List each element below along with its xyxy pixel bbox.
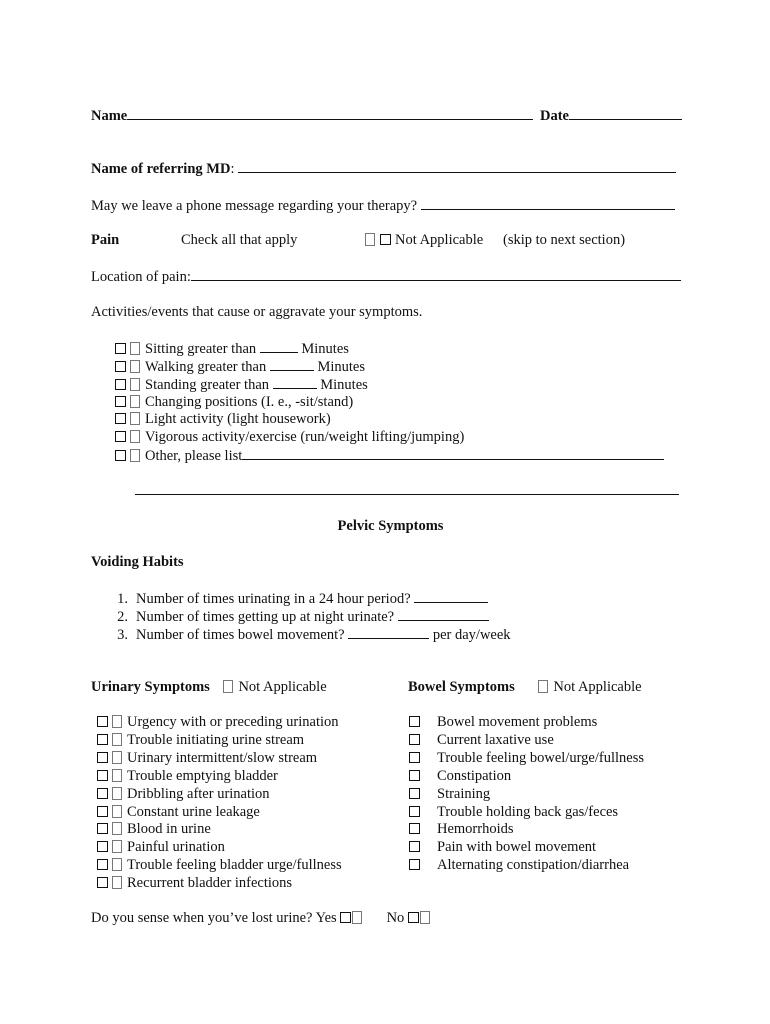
activities-prompt: Activities/events that cause or aggravate your symptoms.: [91, 304, 423, 320]
bowel-symptom-checkbox[interactable]: [409, 806, 420, 817]
lost-urine-question-row: [91, 909, 435, 927]
date-field: [540, 106, 682, 125]
bowel-symptom-checkbox[interactable]: [409, 841, 420, 852]
lost-urine-yes-checkbox[interactable]: [340, 912, 351, 923]
bowel-symptom-checkbox[interactable]: [409, 716, 420, 727]
pain-not-applicable-checkbox[interactable]: [380, 234, 391, 245]
activity-checkbox[interactable]: [115, 379, 126, 390]
bowel-symptom-item: Constipation: [409, 767, 511, 785]
voiding-question: 3. Number of times bowel movement? per day/week: [117, 627, 511, 643]
urinary-symptom-checkbox[interactable]: [97, 716, 108, 727]
pain-skip-note: (skip to next section): [503, 232, 626, 248]
bowel-symptoms-heading: Bowel Symptoms: [408, 679, 515, 695]
activity-checkbox[interactable]: [115, 431, 126, 442]
activity-checkbox[interactable]: [115, 396, 126, 407]
placeholder-glyph-icon: [420, 911, 430, 924]
bowel-symptom-checkbox[interactable]: [409, 788, 420, 799]
activity-checkbox[interactable]: [115, 361, 126, 372]
phone-message-input-line[interactable]: [421, 196, 675, 210]
activity-checkbox[interactable]: [115, 413, 126, 424]
placeholder-glyph-icon: [112, 715, 122, 728]
urinary-symptom-item: Constant urine leakage: [97, 803, 260, 821]
activity-checkbox[interactable]: [115, 343, 126, 354]
phone-message-field: [91, 196, 675, 215]
urinary-symptom-checkbox[interactable]: [97, 770, 108, 781]
bowel-symptom-item: Pain with bowel movement: [409, 838, 596, 856]
date-label: Date: [540, 108, 569, 124]
bowel-symptom-item: Bowel movement problems: [409, 713, 597, 731]
voiding-habits-heading: Voiding Habits: [91, 554, 184, 570]
name-input-line[interactable]: [127, 106, 533, 120]
standing-minutes-input-line[interactable]: [273, 375, 317, 389]
bowel-symptom-item: Alternating constipation/diarrhea: [409, 856, 629, 874]
urination-count-input-line[interactable]: [414, 589, 488, 603]
placeholder-glyph-icon: [112, 805, 122, 818]
voiding-question: 1. Number of times urinating in a 24 hour period?: [106, 589, 488, 608]
urinary-symptom-checkbox[interactable]: [97, 823, 108, 834]
pain-location-label: Location of pain:: [91, 269, 191, 285]
urinary-symptom-item: Trouble initiating urine stream: [97, 731, 304, 749]
placeholder-glyph-icon: [112, 822, 122, 835]
referring-md-input-line[interactable]: [238, 159, 676, 173]
date-input-line[interactable]: [569, 106, 682, 120]
sitting-minutes-input-line[interactable]: [260, 339, 298, 353]
pain-not-applicable: Not Applicable: [365, 231, 483, 249]
urinary-symptoms-header: Urinary Symptoms Not Applicable: [91, 679, 327, 695]
urinary-symptom-item: Urgency with or preceding urination: [97, 713, 339, 731]
placeholder-glyph-icon: [112, 751, 122, 764]
placeholder-glyph-icon: [130, 360, 140, 373]
urinary-symptom-checkbox[interactable]: [97, 841, 108, 852]
bowel-symptom-checkbox[interactable]: [409, 734, 420, 745]
bowel-not-applicable-checkbox[interactable]: [538, 680, 548, 693]
bowel-symptom-checkbox[interactable]: [409, 770, 420, 781]
referring-md-field: Name of referring MD:: [91, 159, 676, 178]
placeholder-glyph-icon: [130, 430, 140, 443]
urinary-symptoms-heading: Urinary Symptoms: [91, 679, 210, 695]
placeholder-glyph-icon: [112, 876, 122, 889]
urinary-symptom-item: Urinary intermittent/slow stream: [97, 749, 317, 767]
lost-urine-no-checkbox[interactable]: [408, 912, 419, 923]
name-label: Name: [91, 108, 128, 124]
placeholder-glyph-icon: [365, 233, 375, 246]
bowel-movement-count-input-line[interactable]: [348, 625, 429, 639]
other-activity-input-line[interactable]: [242, 446, 664, 460]
placeholder-glyph-icon: [112, 787, 122, 800]
other-activity-continuation-line[interactable]: [135, 481, 679, 495]
placeholder-glyph-icon: [130, 449, 140, 462]
placeholder-glyph-icon: [130, 395, 140, 408]
activity-item: Vigorous activity/exercise (run/weight lifting/jumping): [115, 428, 464, 446]
placeholder-glyph-icon: [112, 769, 122, 782]
activity-item: Changing positions (I. e., -sit/stand): [115, 393, 353, 411]
placeholder-glyph-icon: [130, 412, 140, 425]
voiding-question: 2. Number of times getting up at night urinate?: [106, 607, 489, 626]
urinary-symptom-checkbox[interactable]: [97, 752, 108, 763]
placeholder-glyph-icon: [112, 733, 122, 746]
urinary-symptom-checkbox[interactable]: [97, 734, 108, 745]
activity-item: Standing greater than Minutes: [115, 375, 368, 394]
placeholder-glyph-icon: [130, 342, 140, 355]
placeholder-glyph-icon: [352, 911, 362, 924]
pain-location-input-line[interactable]: [191, 267, 681, 281]
bowel-symptom-item: Trouble feeling bowel/urge/fullness: [409, 749, 644, 767]
placeholder-glyph-icon: [112, 858, 122, 871]
activity-item: Sitting greater than Minutes: [115, 339, 349, 358]
urinary-symptom-item: Blood in urine: [97, 820, 211, 838]
bowel-symptom-item: Hemorrhoids: [409, 820, 514, 838]
bowel-symptoms-header: Bowel Symptoms Not Applicable: [408, 679, 642, 695]
lost-urine-no-label: No: [386, 910, 405, 926]
urinary-symptom-item: Trouble emptying bladder: [97, 767, 278, 785]
bowel-symptom-item: Straining: [409, 785, 490, 803]
urinary-not-applicable-checkbox[interactable]: [223, 680, 233, 693]
bowel-symptom-item: Trouble holding back gas/feces: [409, 803, 618, 821]
placeholder-glyph-icon: [130, 378, 140, 391]
bowel-symptom-checkbox[interactable]: [409, 823, 420, 834]
referring-md-label: Name of referring MD: [91, 161, 231, 177]
urinary-symptom-item: Recurrent bladder infections: [97, 874, 292, 892]
urinary-symptom-checkbox[interactable]: [97, 877, 108, 888]
activity-item: Other, please list: [115, 446, 664, 465]
pelvic-symptoms-heading: Pelvic Symptoms: [337, 518, 444, 534]
pain-location-field: [91, 267, 681, 286]
name-field: [91, 106, 533, 125]
activity-item: Light activity (light housework): [115, 410, 331, 428]
activity-checkbox[interactable]: [115, 450, 126, 461]
bowel-symptom-checkbox[interactable]: [409, 859, 420, 870]
lost-urine-yes-label: Yes: [315, 910, 337, 926]
walking-minutes-input-line[interactable]: [270, 357, 314, 371]
urinary-symptom-checkbox[interactable]: [97, 859, 108, 870]
pain-instruction: Check all that apply: [181, 232, 298, 248]
pain-heading: Pain: [91, 232, 120, 248]
night-urination-count-input-line[interactable]: [398, 607, 489, 621]
phone-message-question: May we leave a phone message regarding your therapy?: [91, 198, 418, 214]
bowel-symptom-item: Current laxative use: [409, 731, 554, 749]
placeholder-glyph-icon: [112, 840, 122, 853]
urinary-symptom-item: Painful urination: [97, 838, 225, 856]
urinary-symptom-item: Dribbling after urination: [97, 785, 270, 803]
urinary-symptom-item: Trouble feeling bladder urge/fullness: [97, 856, 342, 874]
activity-item: Walking greater than Minutes: [115, 357, 365, 376]
urinary-symptom-checkbox[interactable]: [97, 788, 108, 799]
urinary-symptom-checkbox[interactable]: [97, 806, 108, 817]
lost-urine-question: Do you sense when you’ve lost urine?: [91, 910, 313, 926]
bowel-symptom-checkbox[interactable]: [409, 752, 420, 763]
